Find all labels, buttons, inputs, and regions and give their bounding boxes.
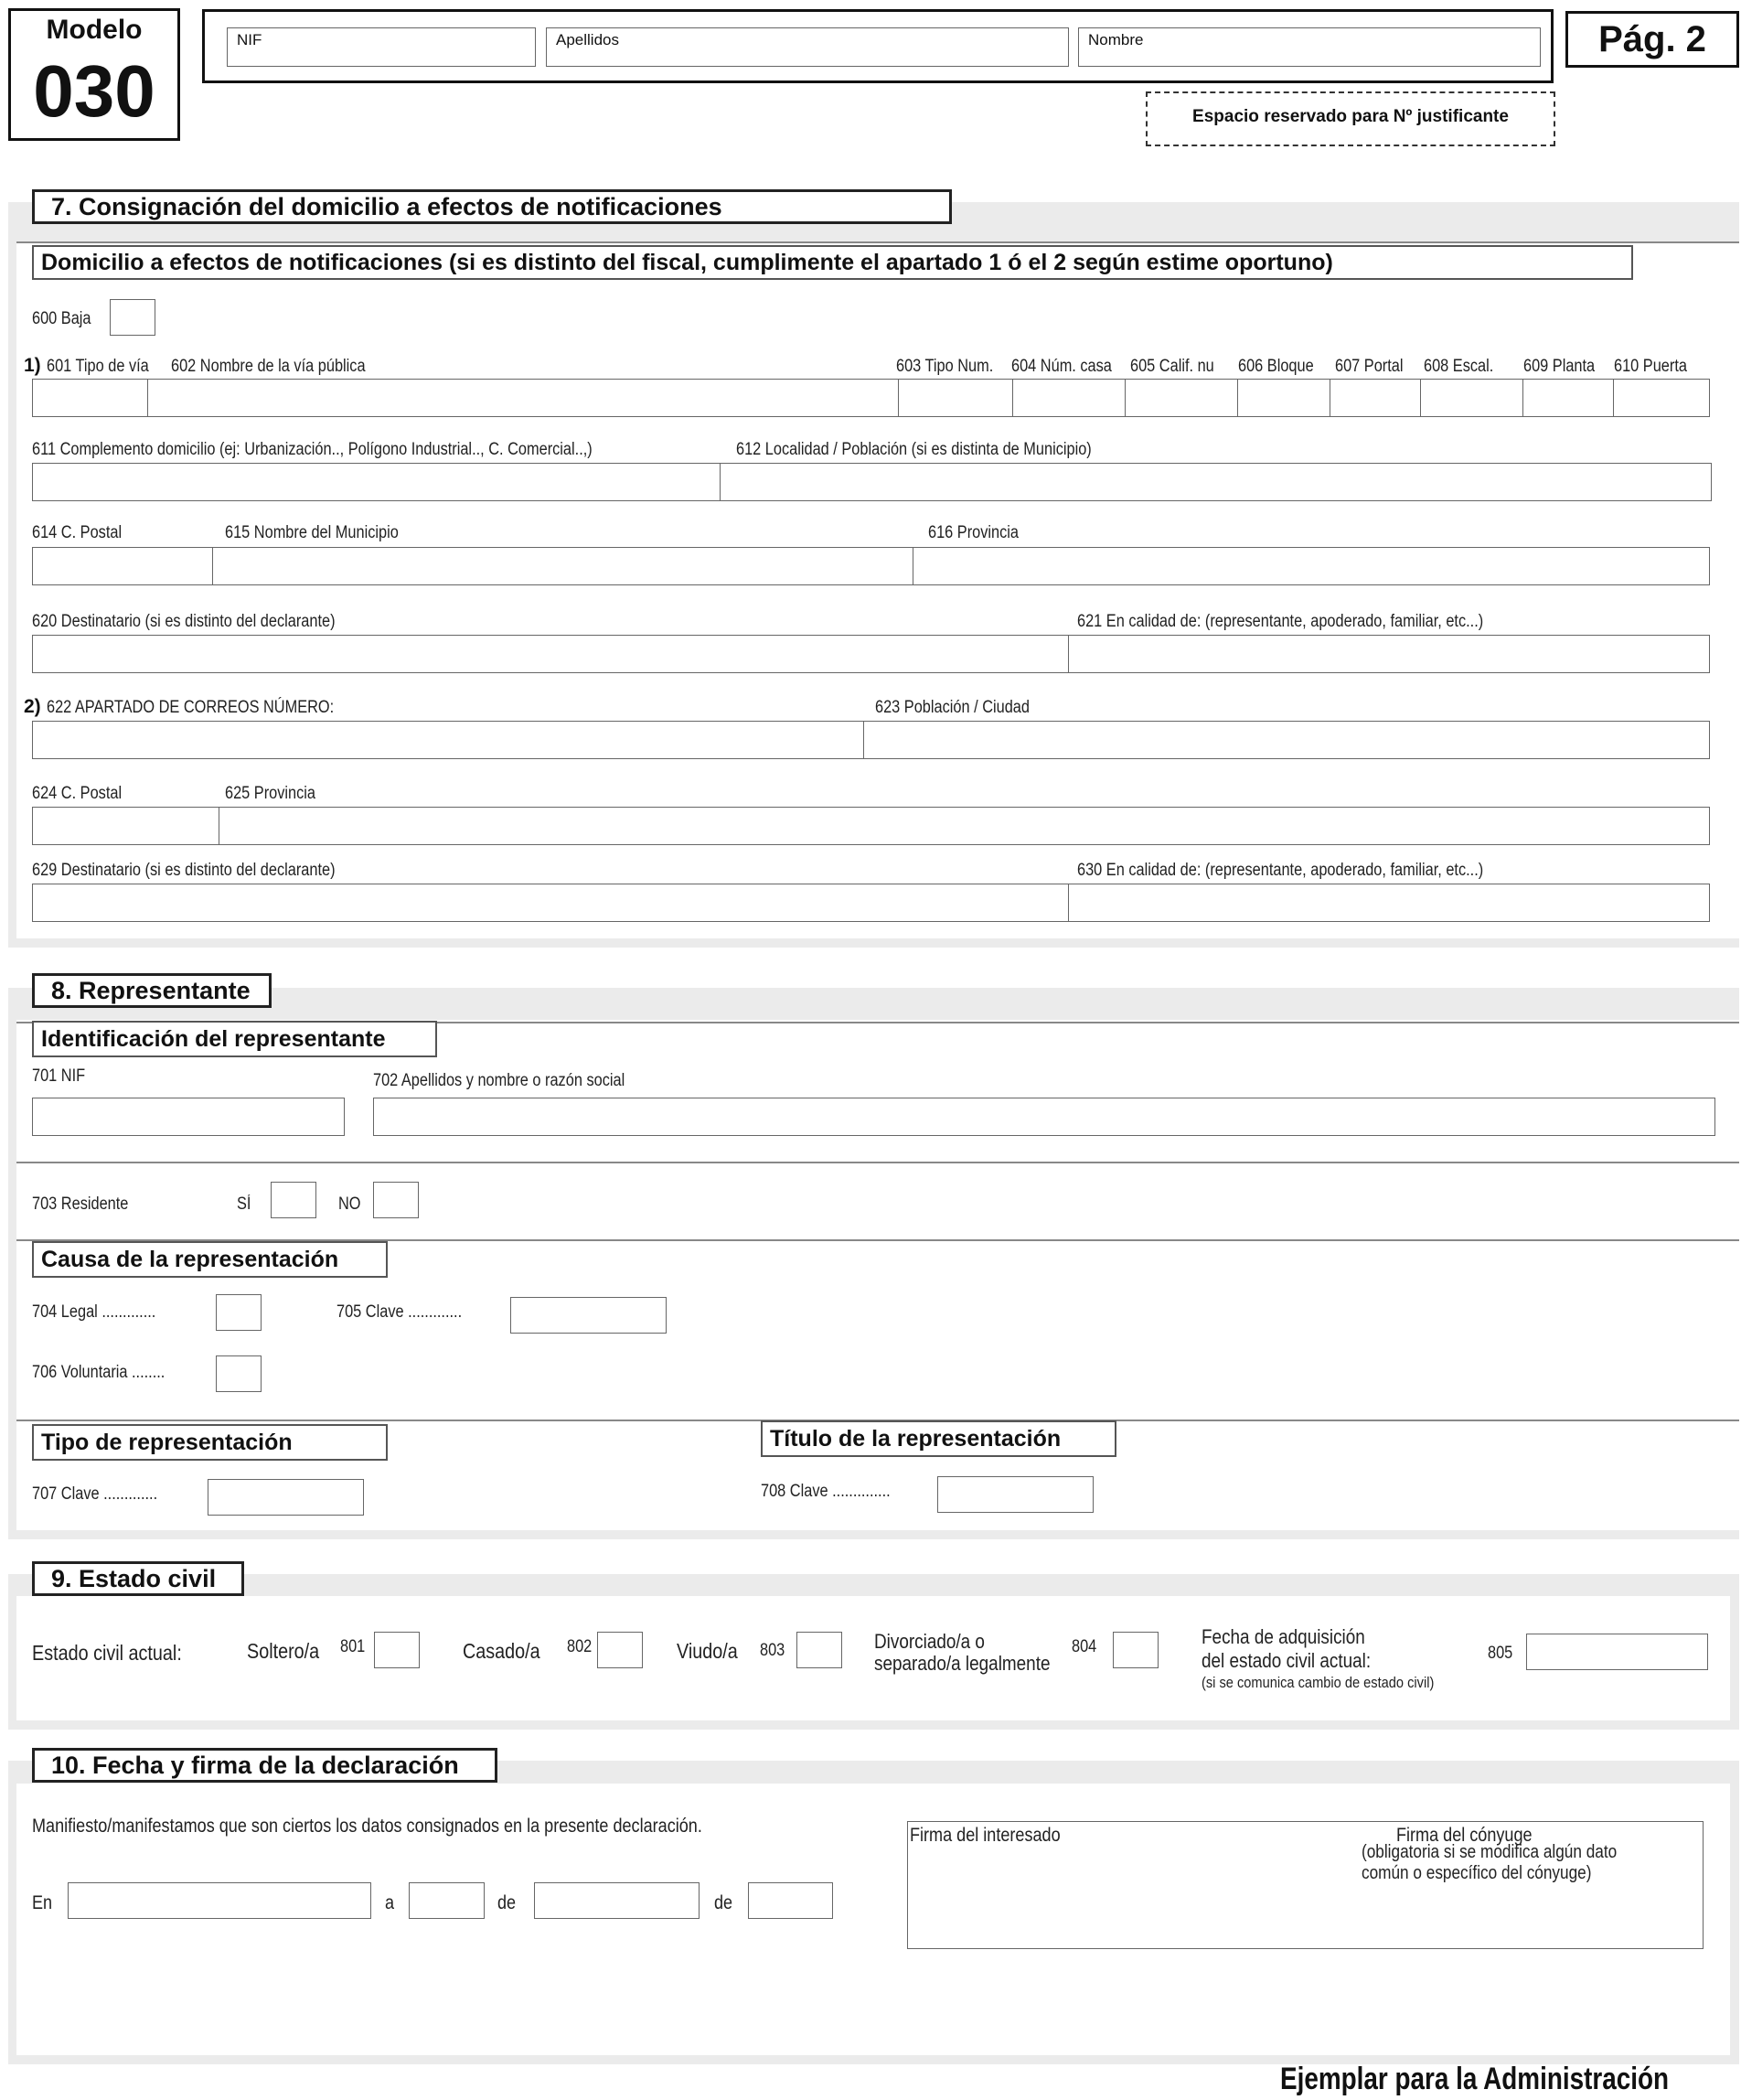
f615-field-divider [212, 548, 213, 584]
f702-field[interactable] [373, 1098, 1715, 1136]
divorciado-label-2: separado/a legalmente [874, 1652, 1051, 1675]
section8-divider-1 [16, 1162, 1739, 1163]
viudo-label: Viudo/a [677, 1639, 738, 1663]
f704-checkbox[interactable] [216, 1294, 262, 1331]
f606-field-divider [1237, 380, 1238, 416]
f702-label: 702 Apellidos y nombre o razón social [373, 1071, 625, 1090]
f621-field-divider [1068, 636, 1069, 672]
f614-label: 614 C. Postal [32, 523, 123, 542]
f705-field[interactable] [510, 1297, 667, 1334]
section9-title: 9. Estado civil [32, 1561, 244, 1596]
section7-title: 7. Consignación del domicilio a efectos de notificaciones [32, 189, 952, 224]
baja-label: 600 Baja [32, 309, 91, 328]
n805-label: 805 [1488, 1644, 1513, 1663]
si-checkbox[interactable] [271, 1182, 316, 1218]
dia-field[interactable] [409, 1882, 485, 1919]
ident-title: Identificación del representante [32, 1021, 437, 1057]
manifiesto-text: Manifiesto/manifestamos que son ciertos los datos consignados en la presente declaración. [32, 1816, 702, 1837]
fecha-adquisicion-field[interactable] [1526, 1634, 1708, 1670]
casado-label: Casado/a [463, 1639, 540, 1663]
f706-checkbox[interactable] [216, 1355, 262, 1392]
reserved-space-box [1146, 91, 1555, 146]
f603-field-divider [898, 380, 899, 416]
f611-label: 611 Complemento domicilio (ej: Urbanización.., Polígono Industrial.., C. Comercial..,) [32, 440, 593, 459]
section7-subtitle-rule [16, 241, 1739, 243]
f610-label: 610 Puerta [1614, 357, 1687, 376]
section7-subtitle: Domicilio a efectos de notificaciones (si es distinto del fiscal, cumplimente el apartado 1 ó el 2 según estime oportuno) [32, 245, 1633, 280]
address-row5-fields[interactable] [32, 721, 1710, 759]
n804-label: 804 [1072, 1637, 1097, 1656]
f708-field[interactable] [937, 1476, 1094, 1513]
f623-field-divider [863, 722, 864, 758]
reserved-space-label: Espacio reservado para Nº justificante [1192, 107, 1509, 126]
f620-label: 620 Destinatario (si es distinto del declarante) [32, 612, 336, 631]
address-row3-fields[interactable] [32, 547, 1710, 585]
f604-label: 604 Núm. casa [1011, 357, 1112, 376]
f606-label: 606 Bloque [1238, 357, 1314, 376]
divorciado-checkbox[interactable] [1113, 1632, 1159, 1668]
f605-field-divider [1125, 380, 1126, 416]
f601-label: 601 Tipo de vía [47, 357, 149, 376]
address-row2-fields[interactable] [32, 463, 1712, 501]
address-row6-fields[interactable] [32, 807, 1710, 845]
f708-label: 708 Clave .............. [761, 1482, 891, 1501]
f706-label: 706 Voluntaria ........ [32, 1363, 166, 1382]
soltero-checkbox[interactable] [374, 1632, 420, 1668]
fecha-adq-label-3: (si se comunica cambio de estado civil) [1202, 1674, 1435, 1691]
f701-label: 701 NIF [32, 1066, 86, 1086]
f608-label: 608 Escal. [1424, 357, 1494, 376]
f612-field-divider [720, 464, 721, 500]
address-row4-fields[interactable] [32, 635, 1710, 673]
page-number-box [1565, 11, 1739, 68]
no-checkbox[interactable] [373, 1182, 419, 1218]
f608-field-divider [1420, 380, 1421, 416]
f602-field-divider [147, 380, 148, 416]
apellidos-field[interactable] [546, 27, 1069, 67]
f630-field-divider [1068, 884, 1069, 921]
firma-interesado-label: Firma del interesado [910, 1825, 1061, 1846]
no-label: NO [338, 1195, 361, 1214]
firma-conyuge-label: Firma del cónyuge [1396, 1825, 1533, 1846]
f615-label: 615 Nombre del Municipio [225, 523, 399, 542]
conyuge-note-1: (obligatoria si se modifica algún dato [1362, 1842, 1618, 1862]
f624-label: 624 C. Postal [32, 784, 123, 803]
conyuge-note-2: común o específico del cónyuge) [1362, 1863, 1592, 1883]
nombre-field[interactable] [1078, 27, 1541, 67]
tipo-title: Tipo de representación [32, 1424, 388, 1461]
page-number: Pág. 2 [1598, 19, 1706, 59]
f605-label: 605 Calif. nu [1130, 357, 1214, 376]
baja-checkbox[interactable] [110, 299, 155, 336]
n802-label: 802 [567, 1637, 593, 1656]
signature-area[interactable] [907, 1821, 1704, 1949]
nif-label: NIF [237, 31, 262, 48]
mes-field[interactable] [534, 1882, 700, 1919]
f623-label: 623 Población / Ciudad [875, 698, 1030, 717]
causa-title: Causa de la representación [32, 1241, 388, 1278]
soltero-label: Soltero/a [247, 1639, 320, 1663]
lugar-field[interactable] [68, 1882, 371, 1919]
section8-title: 8. Representante [32, 973, 272, 1008]
address-row7-fields[interactable] [32, 884, 1710, 922]
de-label-2: de [714, 1892, 733, 1913]
f609-field-divider [1522, 380, 1523, 416]
f625-label: 625 Provincia [225, 784, 316, 803]
nif-field[interactable] [227, 27, 536, 67]
fecha-adq-label-1: Fecha de adquisición [1202, 1625, 1365, 1648]
f603-label: 603 Tipo Num. [896, 357, 994, 376]
f707-field[interactable] [208, 1479, 364, 1516]
n803-label: 803 [760, 1641, 785, 1660]
titulo-title: Título de la representación [761, 1420, 1116, 1457]
f610-field-divider [1613, 380, 1614, 416]
f621-label: 621 En calidad de: (representante, apoderado, familiar, etc...) [1077, 612, 1484, 631]
divorciado-label-1: Divorciado/a o [874, 1630, 985, 1653]
option2-marker: 2) [24, 696, 41, 717]
f703-label: 703 Residente [32, 1195, 129, 1214]
n801-label: 801 [340, 1637, 366, 1656]
modelo-label: Modelo [46, 15, 143, 45]
f607-label: 607 Portal [1335, 357, 1404, 376]
section10-title: 10. Fecha y firma de la declaración [32, 1748, 497, 1783]
identity-box [202, 9, 1554, 83]
fecha-adq-label-2: del estado civil actual: [1202, 1649, 1372, 1672]
f701-field[interactable] [32, 1098, 345, 1136]
si-label: SÍ [237, 1195, 251, 1214]
en-label: En [32, 1892, 53, 1913]
f622-label: 622 APARTADO DE CORREOS NÚMERO: [47, 698, 335, 717]
f705-label: 705 Clave ............. [336, 1302, 463, 1322]
f707-label: 707 Clave ............. [32, 1484, 158, 1504]
f630-label: 630 En calidad de: (representante, apoderado, familiar, etc...) [1077, 861, 1484, 880]
apellidos-label: Apellidos [556, 31, 619, 48]
estado-actual-label: Estado civil actual: [32, 1641, 182, 1665]
a-label: a [385, 1892, 395, 1913]
viudo-checkbox[interactable] [796, 1632, 842, 1668]
ejemplar-label: Ejemplar para la Administración [1280, 2062, 1670, 2096]
f629-label: 629 Destinatario (si es distinto del declarante) [32, 861, 336, 880]
anio-field[interactable] [748, 1882, 833, 1919]
address-row1-fields[interactable] [32, 379, 1710, 417]
f604-field-divider [1012, 380, 1013, 416]
modelo-box [8, 8, 180, 141]
f704-label: 704 Legal ............. [32, 1302, 156, 1322]
f602-label: 602 Nombre de la vía pública [171, 357, 366, 376]
f609-label: 609 Planta [1523, 357, 1596, 376]
modelo-number: 030 [33, 50, 155, 132]
f616-label: 616 Provincia [928, 523, 1020, 542]
casado-checkbox[interactable] [597, 1632, 643, 1668]
f612-label: 612 Localidad / Población (si es distinta de Municipio) [736, 440, 1092, 459]
option1-marker: 1) [24, 355, 41, 376]
nombre-label: Nombre [1088, 31, 1144, 48]
de-label-1: de [497, 1892, 517, 1913]
